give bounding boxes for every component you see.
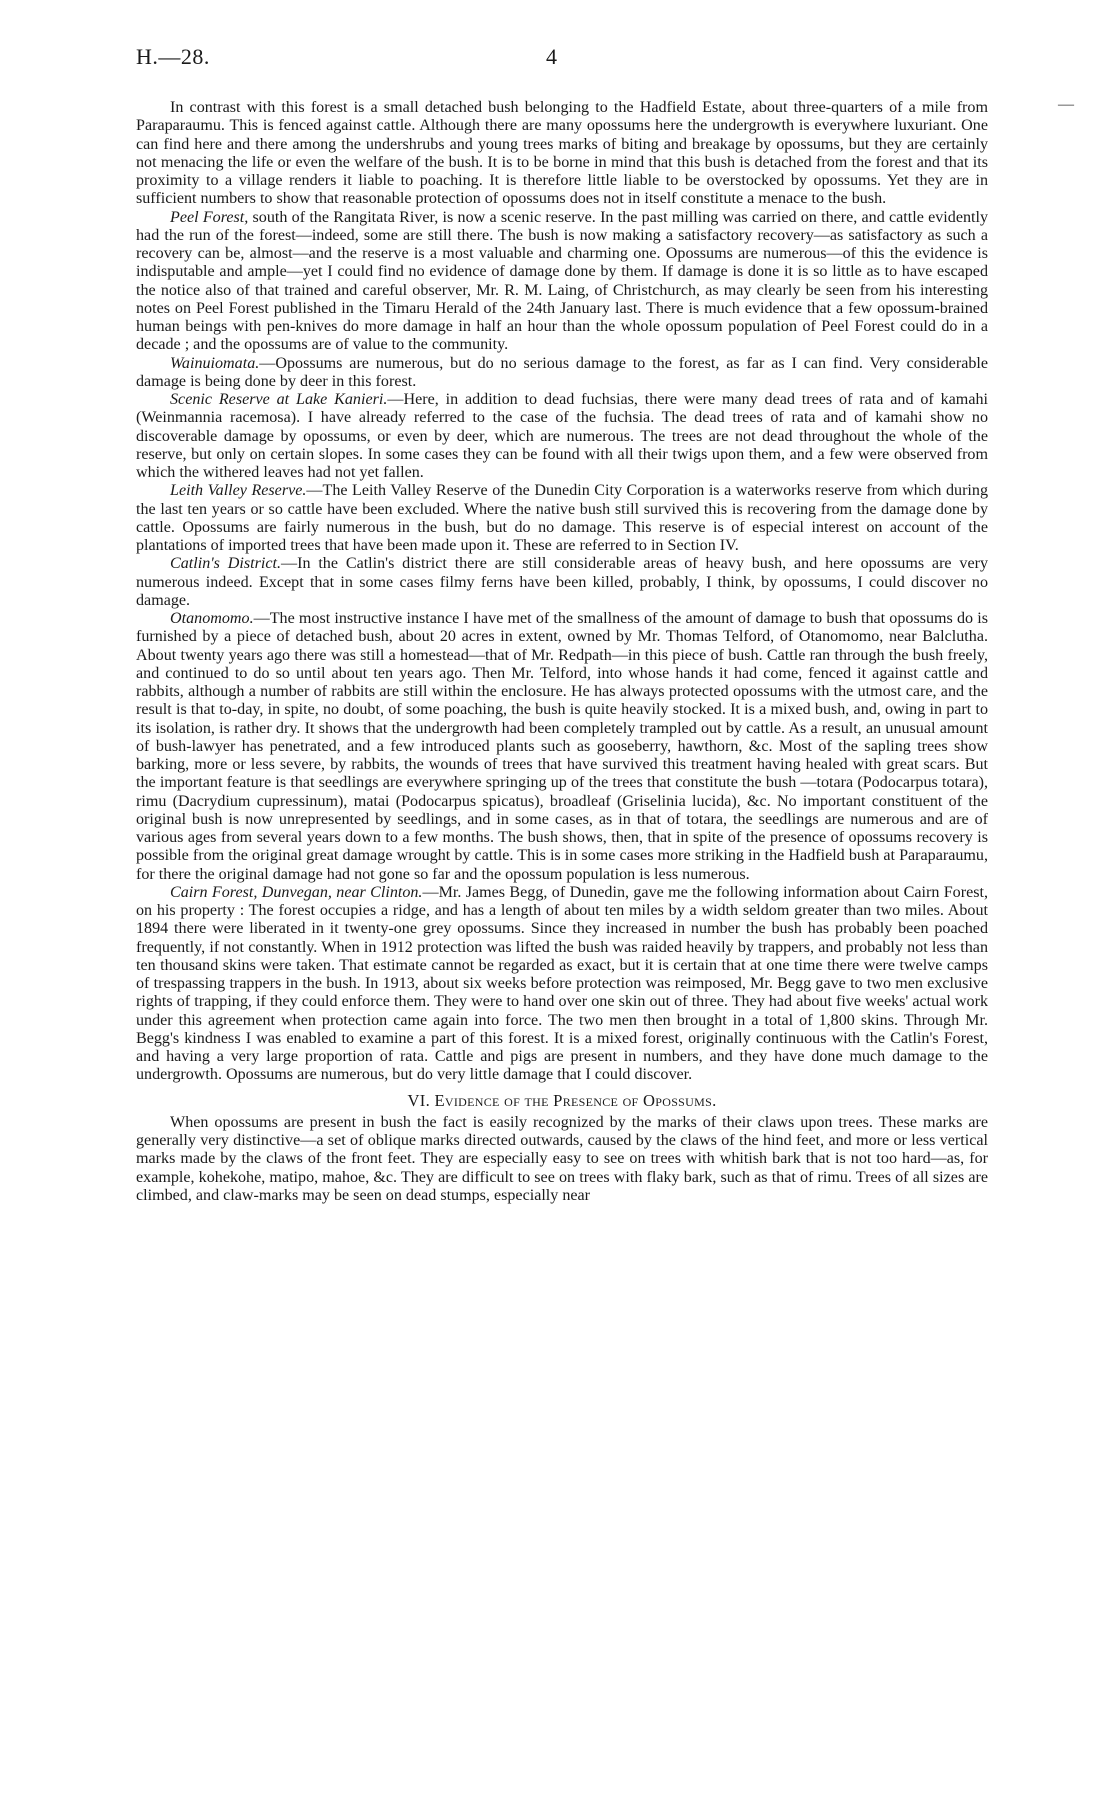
paragraph-cairn-forest — [136, 884, 988, 1085]
paragraph-text: In contrast with this forest is a small detached bush belonging to the Hadfield Estate, about three-quarters of a mile from Paraparaumu. This is fenced against cattle. Although there are many opossums here the undergrowth is everywhere luxuriant. One can find here and there among the undershrubs and young trees marks of biting and breakage by opossums, but they are certainly not menacing the life or even the welfare of the bush. It is to be borne in mind that this bush is detached from the forest and that its proximity to a village renders it liable to poaching. It is therefore little liable to be overstocked by opossums. Yet they are in sufficient numbers to show that reasonable protection of opossums does not in itself constitute a menace to the bush. — [136, 99, 988, 208]
paragraph-wainuiomata — [136, 355, 988, 392]
place-name: Cairn Forest, Dunvegan, near Clinton. — [170, 883, 423, 901]
paragraph-text: —In the Catlin's district there are still considerable areas of heavy bush, and here opossums are very numerous indeed. Except that in some cases filmy ferns have been killed, probably, I think, by opossums, I could discover no damage. — [136, 555, 989, 609]
document-id: H.—28. — [136, 44, 210, 69]
paragraph-text: —The most instructive instance I have met of the smallness of the amount of damage to bush that opossums do is furnished by a piece of detached bush, about 20 acres in extent, owned by Mr. Thomas Telford, of Otanomomo, near Balclutha. About twenty years ago there was still a homestead—that of Mr. Redpath—in this piece of bush. Cattle ran through the bush freely, and continued to do so until about ten years ago. Then Mr. Telford, into whose hands it had come, fenced it against cattle and rabbits, although a number of rabbits are still within the enclosure. He has always protected opossums with the utmost care, and the result is that to-day, in spite, no doubt, of some poaching, the bush is quite heavily stocked. It is a mixed bush, and, owing in part to its isolation, is rather dry. It shows that the undergrowth had been completely trampled out by cattle. As a result, an unusual amount of bush-lawyer has penetrated, and a few introduced plants such as gooseberry, hawthorn, &c. Most of the sapling trees show barking, more or less severe, by rabbits, the wounds of trees that have survived this treatment having healed with great scars. But the important feature is that seedlings are everywhere springing up of the trees that constitute the bush —totara (Podocarpus totara), rimu (Dacrydium cupressinum), matai (Podocarpus spicatus), broadleaf (Griselinia lucida), &c. No important constituent of the original bush is now unrepresented by seedlings, and in some cases, as in that of totara, the seedlings are numerous and are of various ages from several years down to a few months. The bush shows, then, that in spite of the presence of opossums recovery is possible from the original great damage wrought by cattle. This is in some cases more striking in the Hadfield bush at Paraparaumu, for there the original damage had not gone so far and the opossum population is less numerous. — [136, 610, 988, 883]
paragraph-hadfield — [136, 99, 988, 209]
paragraph-leith-valley — [136, 482, 988, 555]
page-number: 4 — [546, 44, 557, 69]
paragraph-catlins — [136, 555, 988, 610]
paragraph-text: —Here, in addition to dead fuchsias, there were many dead trees of rata and of kamahi (Weinmannia racemosa). I have already referred to the case of the fuchsia. The dead trees of rata and of kamahi show no discoverable damage by opossums, or even by deer, which are numerous. The trees are not dead throughout the whole of the reserve, but only on certain slopes. In some cases they can be found with all their twigs upon them, and a few were observed from which the withered leaves had not yet fallen. — [136, 391, 988, 481]
place-name: Otanomomo. — [170, 610, 254, 627]
margin-mark: — — [1058, 96, 1074, 113]
place-name: Leith Valley Reserve. — [170, 482, 307, 500]
paragraph-text: —Mr. James Begg, of Dunedin, gave me the following information about Cairn Forest, on his property : The forest occupies a ridge, and has a length of about ten miles by a width seldom greater than two miles. About 1894 there were liberated in it twenty-one grey opossums. Since they increased in number the bush has probably been poached frequently, if not constantly. When in 1912 protection was lifted the bush was raided heavily by trappers, and probably not less than ten thousand skins were taken. That estimate cannot be regarded as exact, but it is certain that at one time there were twelve camps of trespassing trappers in the bush. In 1913, about six weeks before protection was reimposed, Mr. Begg gave to two men exclusive rights of trapping, if they could enforce them. They were to hand over one skin out of three. They had about five weeks' actual work under this agreement when protection came again into force. The two men then brought in a total of 1,800 skins. Through Mr. Begg's kindness I was enabled to examine a part of this forest. It is a mixed forest, originally continuous with the Catlin's Forest, and having a very large proportion of rata. Cattle and pigs are present in numbers, and they have done much damage to the undergrowth. Opossums are numerous, but do very little damage that I could discover. — [136, 883, 988, 1084]
paragraph-otanomomo — [136, 610, 988, 884]
place-name: Catlin's District. — [170, 555, 281, 573]
paragraph-text: —Opossums are numerous, but do no serious damage to the forest, as far as I can find. Very considerable damage is being done by deer in this forest. — [136, 354, 988, 390]
paragraph-evidence — [136, 1114, 988, 1205]
paragraph-text: south of the Rangitata River, is now a scenic reserve. In the past milling was carried on there, and cattle evidently had the run of the forest—indeed, some are still there. The bush is now making a satisfactory recovery—as satisfactory as such a recovery can be, almost—and the reserve is a most valuable and charming one. Opossums are numerous—of this the evidence is indisputable and ample—yet I could find no evidence of damage done by them. If damage is done it is so little as to have escaped the notice also of that trained and careful observer, Mr. R. M. Laing, of Christchurch, as may clearly be seen from his interesting notes on Peel Forest published in the Timaru Herald of the 24th January last. There is much evidence that a few opossum-brained human beings with pen-knives do more damage in half an hour than the whole opossum population of Peel Forest could do in a decade ; and the opossums are of value to the community. — [136, 208, 989, 354]
place-name: Wainuiomata. — [170, 354, 260, 372]
paragraph-text: —The Leith Valley Reserve of the Dunedin City Corporation is a waterworks reserve from which during the last ten years or so cattle have been excluded. Where the native bush still survived this is recovering from the damage done by cattle. Opossums are fairly numerous in the bush, but do no damage. This reserve is of especial interest on account of the plantations of imported trees that have been made upon it. These are referred to in Section IV. — [136, 482, 989, 554]
paragraph-peel-forest — [136, 209, 988, 355]
paragraph-text: When opossums are present in bush the fact is easily recognized by the marks of their claws upon trees. These marks are generally very distinctive—a set of oblique marks directed outwards, caused by the claws of the hind feet, and more or less vertical marks made by the claws of the front feet. They are especially easy to see on trees with whitish bark that is not too hard—as, for example, kohekohe, matipo, mahoe, &c. They are difficult to see on trees with flaky bark, such as that of rimu. Trees of all sizes are climbed, and claw-marks may be seen on dead stumps, especially near — [136, 1113, 988, 1204]
section-heading: VI. Evidence of the Presence of Opossums. — [407, 1090, 717, 1110]
paragraph-lake-kanieri — [136, 391, 988, 482]
place-name: Peel Forest, — [170, 208, 249, 226]
place-name: Scenic Reserve at Lake Kanieri. — [170, 391, 388, 408]
document-body — [136, 99, 988, 1205]
